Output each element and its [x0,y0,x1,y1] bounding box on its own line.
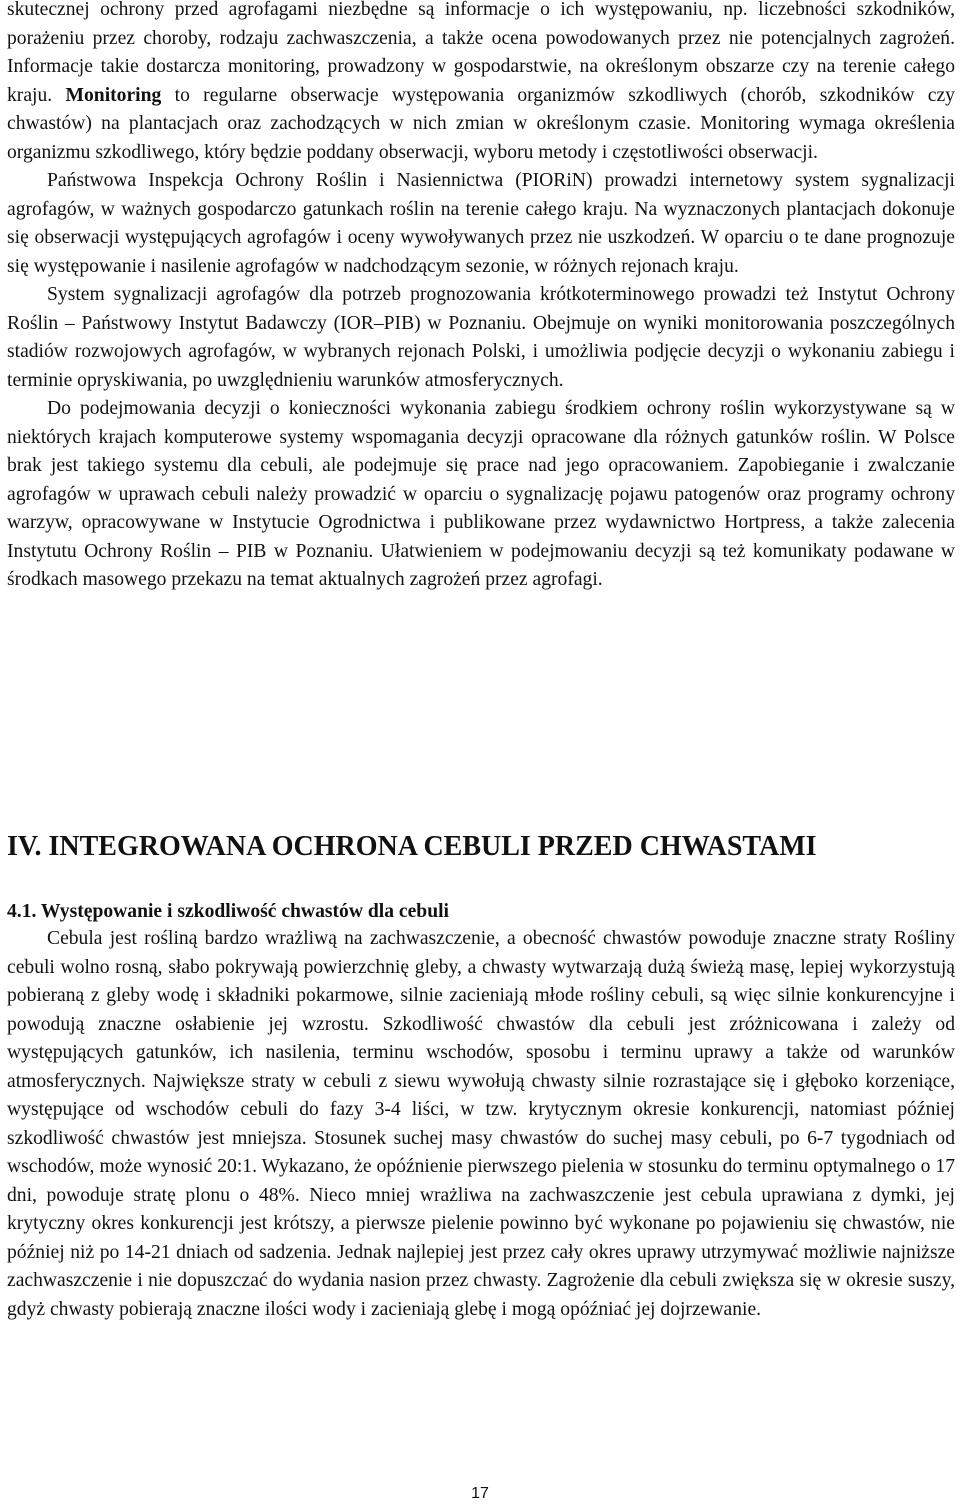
monitoring-term: Monitoring [65,84,162,106]
paragraph-ior-pib: System sygnalizacji agrofagów dla potrzeb prognozowania krótkoterminowego prowadzi też Instytut Ochrony Roślin – Państwowy Instytut Badawczy (IOR–PIB) w Poznaniu. Obejmuje on wyniki monitorowania poszczególnych stadiów rozwojowych agrofagów, w wybranych rejonach Polski, i umożliwia podjęcie decyzji o wykonaniu zabiegu i terminie opryskiwania, po uwzględnieniu warunków atmosferycznych. [7,284,955,391]
section-heading: IV. INTEGROWANA OCHRONA CEBULI PRZED CHWASTAMI [7,831,817,862]
paragraph-weed-harmfulness: Cebula jest rośliną bardzo wrażliwą na zachwaszczenie, a obecność chwastów powoduje znaczne straty Rośliny cebuli wolno rosną, słabo pokrywają powierzchnię gleby, a chwasty wytwarzają dużą świeżą masę, lepiej wykorzystują pobieraną z gleby wodę i składniki pokarmowe, silnie zacieniają młode rośliny cebuli, są więc silnie konkurencyjne i powodują znaczne osłabienie jej wzrostu. Szkodliwość chwastów dla cebuli jest zróżnicowana i zależy od występujących gatunków, ich nasilenia, terminu wschodów, sposobu i terminu uprawy a także od warunków atmosferycznych. Największe straty w cebuli z siewu wywołują chwasty silnie rozrastające się i głęboko korzeniące, występujące od wschodów cebuli do fazy 3-4 liści, w tzw. krytycznym okresie konkurencji, natomiast później szkodliwość chwastów jest mniejsza. Stosunek suchej masy chwastów do suchej masy cebuli, po 6-7 tygodniach od wschodów, może wynosić 20:1. Wykazano, że opóźnienie pierwszego pielenia w stosunku do terminu optymalnego o 17 dni, powoduje stratę plonu o 48%. Nieco mniej wrażliwa na zachwaszczenie jest cebula uprawiana z dymki, jej krytyczny okres konkurencji jest krótszy, a pierwsze pielenie powinno być wykonane po pojawieniu się chwastów, nie później niż po 14-21 dniach od sadzenia. Jednak najlepiej jest przez cały okres uprawy utrzymywać możliwie najniższe zachwaszczenie i nie dopuszczać do wydania nasion przez chwasty. Zagrożenie dla cebuli zwiększa się w okresie suszy, gdyż chwasty pobierają znaczne ilości wody i zacieniają glebę i mogą opóźniać jej dojrzewanie. [7,928,955,1320]
subsection-heading: 4.1. Występowanie i szkodliwość chwastów dla cebuli [7,901,449,922]
paragraph-piorin: Państwowa Inspekcja Ochrony Roślin i Nasiennictwa (PIORiN) prowadzi internetowy system sygnalizacji agrofagów, w ważnych gospodarczo gatunkach roślin na terenie całego kraju. Na wyznaczonych plantacjach dokonuje się obserwacji występujących agrofagów i oceny wywoływanych przez nie uszkodzeń. W oparciu o te dane prognozuje się występowanie i nasilenie agrofagów w nadchodzącym sezonie, w różnych rejonach kraju. [7,170,955,277]
intro-text-block [7,0,955,595]
paragraph-decision-support: Do podejmowania decyzji o konieczności wykonania zabiegu środkiem ochrony roślin wykorzystywane są w niektórych krajach komputerowe systemy wspomagania decyzji opracowane dla różnych gatunków roślin. W Polsce brak jest takiego systemu dla cebuli, ale podejmuje się prace nad jego opracowaniem. Zapobieganie i zwalczanie agrofagów w uprawach cebuli należy prowadzić w oparciu o sygnalizację pojawu patogenów oraz programy ochrony warzyw, opracowywane w Instytucie Ogrodnictwa i publikowane przez wydawnictwo Hortpress, a także zalecenia Instytutu Ochrony Roślin – PIB w Poznaniu. Ułatwieniem w podejmowaniu decyzji są też komunikaty podawane w środkach masowego przekazu na temat aktualnych zagrożeń przez agrofagi. [7,398,955,590]
weeds-text-block [7,925,955,1324]
page-number: 17 [471,1485,489,1502]
paragraph-monitoring-definition: to regularne obserwacje występowania organizmów szkodliwych (chorób, szkodników czy chwastów) na plantacjach oraz zachodzących w nich zmian w określonym czasie. Monitoring wymaga określenia organizmu szkodliwego, który będzie poddany obserwacji, wyboru metody i częstotliwości obserwacji. [7,84,955,163]
paragraph-monitoring [7,0,955,167]
paragraph-monitoring-intro: skutecznej ochrony przed agrofagami niezbędne są informacje o ich występowaniu, np. liczebności szkodników, porażeniu przez choroby, rodzaju zachwaszczenia, a także ocena powodowanych przez nie potencjalnych zagrożeń. Informacje takie dostarcza monitoring, prowadzony w gospodarstwie, na określonym obszarze czy na terenie całego kraju. [7,0,955,106]
